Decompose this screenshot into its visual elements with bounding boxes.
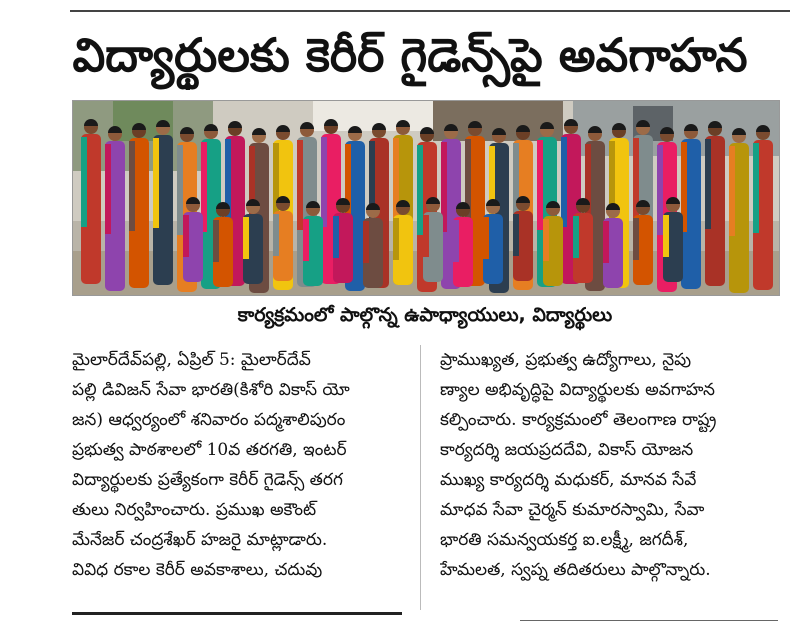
- top-rule: [70, 10, 790, 12]
- body-line: కార్యదర్శి జయప్రదదేవి, వికాస్ యోజన: [440, 440, 694, 460]
- column-divider: [420, 345, 421, 610]
- body-line: మైలార్‌దేవ్‌పల్లి, ఏప్రిల్ 5: మైలార్‌దేవ్: [72, 350, 311, 370]
- body-line: పల్లి డివిజన్ సేవా భారతి(కిశోరి వికాస్ యో: [72, 380, 350, 400]
- body-line: వివిధ రకాల కెరీర్ అవకాశాలు, చదువు: [72, 560, 323, 580]
- bottom-rule-right: [520, 620, 778, 621]
- body-line: భారతి సమన్వయకర్త ఐ.లక్ష్మీ, జగదీశ్,: [440, 530, 689, 550]
- person-figure: [129, 123, 149, 288]
- person-figure: [81, 119, 101, 284]
- person-figure: [105, 126, 125, 291]
- person-figure: [681, 124, 701, 289]
- body-column-left: [72, 345, 402, 615]
- body-line: ప్రభుత్వ పాఠశాలలో 10వ తరగతి, ఇంటర్: [72, 440, 347, 460]
- body-line: మేనేజర్ చంద్రశేఖర్ హజరై మాట్లాడారు.: [72, 530, 328, 550]
- person-figure: [153, 120, 173, 285]
- body-line: విద్యార్థులకు ప్రత్యేకంగా కెరీర్ గైడెన్స్ తరగ: [72, 470, 343, 490]
- photo-caption: కార్యక్రమంలో పాల్గొన్న ఉపాధ్యాయులు, విద్యార్థులు: [237, 304, 613, 326]
- person-figure: [753, 125, 773, 290]
- body-line: ణ్యాల అభివృద్ధిపై విద్యార్థులకు అవగాహన: [440, 380, 715, 400]
- body-line: హేమలత, స్వప్న తదితరులు పాల్గొన్నారు.: [440, 560, 711, 580]
- body-line: మాధవ సేవా చైర్మన్ కుమారస్వామి, సేవా: [440, 500, 705, 520]
- article-headline: విద్యార్థులకు కెరీర్ గైడెన్స్‌పై అవగాహన: [72, 28, 748, 82]
- body-line: కల్పించారు. కార్యక్రమంలో తెలంగాణ రాష్ట్ర: [440, 410, 717, 430]
- body-line: తులు నిర్వహించారు. ప్రముఖ అకౌంట్: [72, 500, 317, 520]
- bottom-rule: [72, 612, 402, 615]
- person-figure: [705, 121, 725, 286]
- body-column-right: [440, 345, 778, 615]
- person-figure: [729, 128, 749, 293]
- body-line: జన) ఆధ్వర్యంలో శనివారం పద్మశాలిపురం: [72, 410, 346, 430]
- group-photo: [72, 100, 780, 296]
- body-line: ప్రాముఖ్యత, ప్రభుత్వ ఉద్యోగాలు, నైపు: [440, 350, 692, 370]
- group-photo-image: [73, 101, 779, 295]
- body-line: ముఖ్య కార్యదర్శి మధుకర్, మానవ సేవే: [440, 470, 697, 490]
